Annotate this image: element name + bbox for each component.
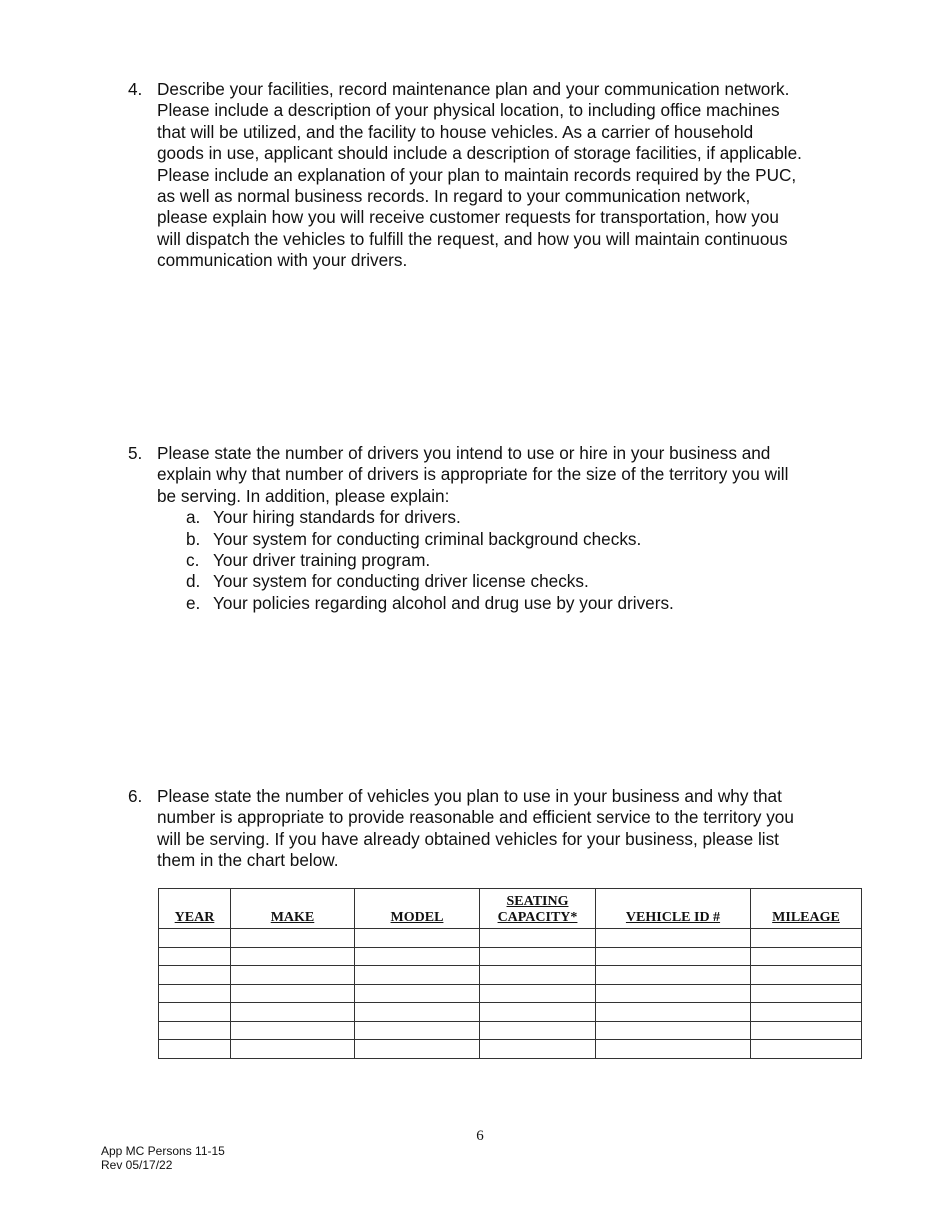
table-cell-model[interactable] [355, 1040, 480, 1059]
table-cell-vehicle-id[interactable] [596, 1003, 751, 1022]
table-cell-year[interactable] [159, 1021, 231, 1040]
question-text: Please state the number of drivers you intend to use or hire in your business and explain why that number of drivers is appropriate for the size of the territory you will be serving. In addition, please explain: [157, 443, 789, 506]
table-cell-mileage[interactable] [751, 984, 862, 1003]
header-model: MODEL [355, 889, 480, 929]
table-cell-make[interactable] [231, 947, 355, 966]
header-mileage: MILEAGE [751, 889, 862, 929]
table-cell-model[interactable] [355, 947, 480, 966]
list-item-text: Your hiring standards for drivers. [213, 507, 461, 528]
table-cell-seating-capacity[interactable] [480, 1040, 596, 1059]
list-item [157, 507, 868, 528]
list-item [157, 550, 868, 571]
list-item-text: Your policies regarding alcohol and drug use by your drivers. [213, 592, 674, 613]
list-item-letter: d. [186, 571, 201, 592]
table-cell-make[interactable] [231, 1021, 355, 1040]
table-row [159, 1021, 862, 1040]
table-row [159, 947, 862, 966]
table-cell-model[interactable] [355, 984, 480, 1003]
list-item-letter: c. [186, 550, 200, 571]
question-number: 6. [128, 786, 143, 806]
list-item-text: Your system for conducting driver license checks. [213, 571, 589, 592]
vehicle-table-body [159, 929, 862, 1059]
question-text: Please state the number of vehicles you plan to use in your business and why that number is appropriate to provide reasonable and efficient service to the territory you will be serving. If you have already obtained vehicles for your business, please list them in the chart below. [157, 786, 794, 871]
question-text: Describe your facilities, record maintenance plan and your communication network. Please include a description of your physical location, to including office machines that will be utilized, and the facility to house vehicles. As a carrier of household goods in use, applicant should include a description of storage facilities, if applicable. Please include an explanation of your plan to maintain records required by the PUC, as well as normal business records. In regard to your communication network, please explain how you will receive customer requests for transportation, how you will dispatch the vehicles to fulfill the request, and how you will maintain continuous communication with your drivers. [157, 79, 802, 271]
table-cell-mileage[interactable] [751, 1021, 862, 1040]
list-item [157, 593, 868, 614]
table-cell-model[interactable] [355, 1021, 480, 1040]
table-cell-seating-capacity[interactable] [480, 1021, 596, 1040]
table-cell-year[interactable] [159, 984, 231, 1003]
list-item-letter: e. [186, 592, 201, 613]
table-row [159, 929, 862, 948]
vehicle-table [158, 888, 862, 1059]
table-row [159, 1003, 862, 1022]
table-cell-seating-capacity[interactable] [480, 966, 596, 985]
table-cell-vehicle-id[interactable] [596, 1021, 751, 1040]
table-cell-year[interactable] [159, 966, 231, 985]
table-cell-vehicle-id[interactable] [596, 929, 751, 948]
table-cell-vehicle-id[interactable] [596, 984, 751, 1003]
header-seating-capacity: SEATING CAPACITY* [480, 889, 596, 929]
table-cell-seating-capacity[interactable] [480, 947, 596, 966]
table-cell-vehicle-id[interactable] [596, 966, 751, 985]
question-number: 4. [128, 79, 143, 99]
table-cell-make[interactable] [231, 984, 355, 1003]
table-cell-year[interactable] [159, 947, 231, 966]
table-cell-vehicle-id[interactable] [596, 947, 751, 966]
table-cell-make[interactable] [231, 966, 355, 985]
table-header-row [159, 889, 862, 929]
table-cell-year[interactable] [159, 929, 231, 948]
sub-item-list [157, 507, 868, 614]
table-row [159, 966, 862, 985]
table-cell-mileage[interactable] [751, 966, 862, 985]
list-item-text: Your system for conducting criminal background checks. [213, 528, 642, 549]
question-6 [128, 786, 868, 872]
list-item [157, 571, 868, 592]
table-cell-mileage[interactable] [751, 1040, 862, 1059]
footer-revision: Rev 05/17/22 [101, 1157, 173, 1172]
table-cell-mileage[interactable] [751, 929, 862, 948]
table-cell-make[interactable] [231, 929, 355, 948]
table-cell-vehicle-id[interactable] [596, 1040, 751, 1059]
table-cell-model[interactable] [355, 1003, 480, 1022]
table-cell-seating-capacity[interactable] [480, 1003, 596, 1022]
table-cell-seating-capacity[interactable] [480, 984, 596, 1003]
table-cell-seating-capacity[interactable] [480, 929, 596, 948]
list-item [157, 529, 868, 550]
table-row [159, 984, 862, 1003]
table-cell-make[interactable] [231, 1003, 355, 1022]
table-cell-year[interactable] [159, 1040, 231, 1059]
list-item-letter: b. [186, 528, 201, 549]
table-cell-model[interactable] [355, 966, 480, 985]
list-item-text: Your driver training program. [213, 550, 431, 571]
list-item-letter: a. [186, 507, 201, 528]
question-number: 5. [128, 443, 143, 463]
page-number: 6 [476, 1128, 484, 1144]
table-cell-make[interactable] [231, 1040, 355, 1059]
table-cell-year[interactable] [159, 1003, 231, 1022]
header-make: MAKE [231, 889, 355, 929]
header-year: YEAR [159, 889, 231, 929]
table-cell-mileage[interactable] [751, 1003, 862, 1022]
header-vehicle-id: VEHICLE ID # [596, 889, 751, 929]
table-cell-mileage[interactable] [751, 947, 862, 966]
question-4 [128, 79, 868, 272]
footer [101, 1145, 225, 1172]
table-row [159, 1040, 862, 1059]
table-cell-model[interactable] [355, 929, 480, 948]
question-5 [128, 443, 868, 614]
footer-form-id: App MC Persons 11-15 [101, 1144, 225, 1158]
